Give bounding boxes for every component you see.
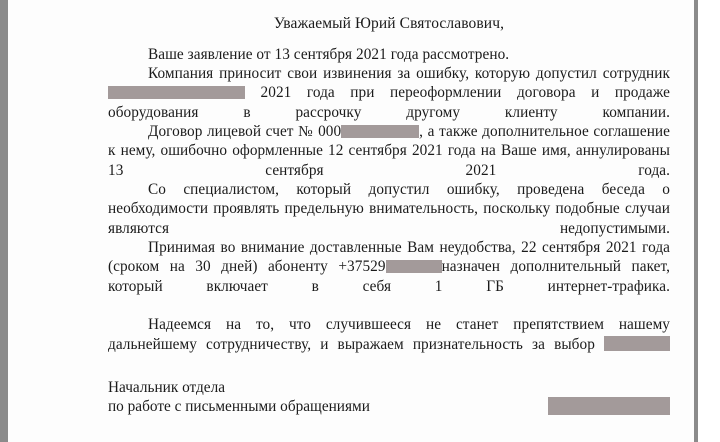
paragraph-2-text-before: Компания приносит свои извинения за ошибку, которую допустил сотрудник — [148, 65, 670, 82]
paragraph-4-text: Со специалистом, который допустил ошибку, проведена беседа о необходимости проявлять предельную внимательность, поскольку подобные случаи являются недопустимыми. — [108, 181, 670, 237]
redaction-account-number-inline — [341, 125, 419, 138]
document-text-block — [108, 0, 670, 442]
paragraph-5-text-after: назначен дополнительный пакет, который включает в себя 1 ГБ интернет-трафика. — [108, 258, 670, 295]
paragraph-contract-annulled — [108, 122, 670, 180]
redaction-signatory-name — [548, 397, 670, 415]
paragraph-1-text: Ваше заявление от 13 сентября 2021 года рассмотрено. — [148, 46, 510, 63]
signature-title-line-2: по работе с письменными обращениями — [108, 398, 370, 415]
scan-margin-right — [714, 0, 720, 442]
paragraph-5-text-before: Принимая во внимание доставленные Вам неудобства, 22 сентября 2021 года (сроком на 30 дней) абоненту +37529 — [108, 239, 670, 276]
paragraph-compensation — [108, 238, 670, 296]
paragraph-3-text-before: Договор лицевой счет № 000 — [148, 123, 342, 140]
redaction-phone-number-inline — [386, 260, 442, 273]
paragraph-apology — [108, 64, 670, 122]
paragraph-staff-briefed — [108, 180, 670, 238]
paragraph-acknowledgement — [108, 45, 670, 64]
redaction-company-brand-inline — [604, 336, 670, 351]
scan-edge-right — [694, 0, 698, 442]
scan-edge-left — [0, 0, 8, 442]
redaction-employee-name-inline — [108, 86, 245, 99]
salutation-line: Уважаемый Юрий Святославович, — [273, 15, 505, 32]
paragraph-3-text-after: , а также дополнительное соглашение к нему, ошибочно оформленные 12 сентября 2021 года на Ваше имя, аннулированы 13 сентября 2021 года. — [108, 123, 671, 179]
paragraph-2-text-after: 2021 года при переоформлении договора и продаже оборудования в рассрочку другому клиенту компании. — [108, 84, 670, 121]
paragraph-6-text-before: Надеемся на то, что случившееся не станет препятствием нашему дальнейшему сотрудничеству, и выражаем признательность за выбор — [108, 316, 670, 354]
signature-title-line-1: Начальник отдела — [108, 379, 226, 396]
paragraph-closing — [108, 315, 670, 355]
